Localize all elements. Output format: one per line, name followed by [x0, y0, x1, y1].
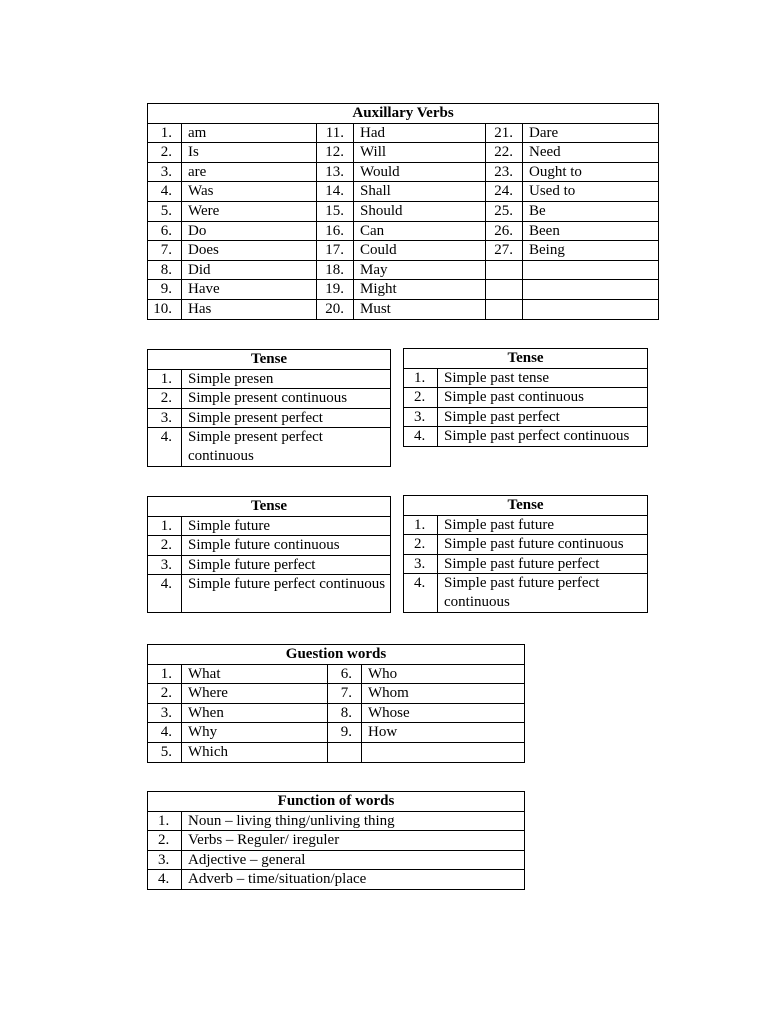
- function-cell: Noun – living thing/unliving thing: [182, 811, 525, 831]
- table-row: [148, 516, 391, 536]
- table-row: [404, 388, 648, 408]
- row-number: 1.: [148, 811, 182, 831]
- table-row: [148, 280, 659, 300]
- row-number: 14.: [317, 182, 354, 202]
- table-row: [148, 201, 659, 221]
- question-word-cell: Which: [182, 742, 328, 762]
- table-row: [148, 428, 391, 467]
- table-row: [404, 535, 648, 555]
- verb-cell: Been: [523, 221, 659, 241]
- verb-cell: Can: [354, 221, 486, 241]
- verb-cell: [523, 280, 659, 300]
- row-number: 2.: [148, 684, 182, 704]
- row-number: 2.: [404, 388, 438, 408]
- row-number: [328, 742, 362, 762]
- row-number: [486, 280, 523, 300]
- tense-cell: Simple past continuous: [438, 388, 648, 408]
- verb-cell: Being: [523, 241, 659, 261]
- question-word-cell: Where: [182, 684, 328, 704]
- table-row: [148, 555, 391, 575]
- table-row: [148, 389, 391, 409]
- verb-cell: Shall: [354, 182, 486, 202]
- row-number: 7.: [148, 241, 182, 261]
- row-number: 16.: [317, 221, 354, 241]
- verb-cell: Might: [354, 280, 486, 300]
- row-number: 2.: [404, 535, 438, 555]
- row-number: 9.: [148, 280, 182, 300]
- tense-cell: Simple past future perfect continuous: [438, 574, 648, 613]
- tense-cell: Simple present perfect continuous: [182, 428, 391, 467]
- question-word-cell: Whom: [362, 684, 525, 704]
- table-row: [148, 369, 391, 389]
- past-tense-table: [403, 348, 648, 447]
- row-number: 19.: [317, 280, 354, 300]
- row-number: 9.: [328, 723, 362, 743]
- row-number: 17.: [317, 241, 354, 261]
- verb-cell: Be: [523, 201, 659, 221]
- function-cell: Adverb – time/situation/place: [182, 870, 525, 890]
- verb-cell: Must: [354, 299, 486, 319]
- row-number: 3.: [404, 554, 438, 574]
- table-row: [148, 742, 525, 762]
- tense-cell: Simple past perfect continuous: [438, 427, 648, 447]
- row-number: 2.: [148, 389, 182, 409]
- tense-cell: Simple future continuous: [182, 536, 391, 556]
- row-number: 1.: [148, 664, 182, 684]
- tense-cell: Simple past future continuous: [438, 535, 648, 555]
- table-row: [148, 299, 659, 319]
- function-of-words-table: [147, 791, 525, 890]
- row-number: 12.: [317, 143, 354, 163]
- table-title: Function of words: [148, 792, 525, 812]
- row-number: 2.: [148, 536, 182, 556]
- row-number: 6.: [148, 221, 182, 241]
- table-row: [404, 368, 648, 388]
- row-number: 20.: [317, 299, 354, 319]
- question-word-cell: [362, 742, 525, 762]
- row-number: 8.: [328, 703, 362, 723]
- present-tense-table: [147, 349, 391, 467]
- table-row: [148, 162, 659, 182]
- question-word-cell: When: [182, 703, 328, 723]
- row-number: 21.: [486, 123, 523, 143]
- verb-cell: Does: [182, 241, 317, 261]
- row-number: 7.: [328, 684, 362, 704]
- verb-cell: [523, 299, 659, 319]
- row-number: 3.: [148, 850, 182, 870]
- verb-cell: Is: [182, 143, 317, 163]
- table-row: [148, 575, 391, 613]
- table-title: Tense: [404, 496, 648, 516]
- tense-cell: Simple present continuous: [182, 389, 391, 409]
- table-title: Tense: [404, 349, 648, 369]
- function-cell: Adjective – general: [182, 850, 525, 870]
- table-row: [148, 831, 525, 851]
- table-row: [404, 554, 648, 574]
- verb-cell: Dare: [523, 123, 659, 143]
- verb-cell: Have: [182, 280, 317, 300]
- verb-cell: Was: [182, 182, 317, 202]
- row-number: 8.: [148, 260, 182, 280]
- row-number: 18.: [317, 260, 354, 280]
- table-row: [148, 811, 525, 831]
- question-word-cell: What: [182, 664, 328, 684]
- verb-cell: Need: [523, 143, 659, 163]
- row-number: 4.: [148, 428, 182, 467]
- question-word-cell: Who: [362, 664, 525, 684]
- tense-cell: Simple future perfect continuous: [182, 575, 391, 613]
- verb-cell: Had: [354, 123, 486, 143]
- verb-cell: Did: [182, 260, 317, 280]
- tense-cell: Simple presen: [182, 369, 391, 389]
- table-row: [148, 123, 659, 143]
- row-number: 1.: [404, 515, 438, 535]
- table-row: [148, 664, 525, 684]
- tense-cell: Simple present perfect: [182, 408, 391, 428]
- table-row: [404, 515, 648, 535]
- table-row: [148, 143, 659, 163]
- table-row: [148, 260, 659, 280]
- row-number: 1.: [404, 368, 438, 388]
- row-number: 3.: [148, 555, 182, 575]
- table-row: [148, 408, 391, 428]
- row-number: 13.: [317, 162, 354, 182]
- table-row: [148, 723, 525, 743]
- row-number: 4.: [148, 723, 182, 743]
- question-words-table: [147, 644, 525, 763]
- row-number: 2.: [148, 831, 182, 851]
- tense-cell: Simple past future: [438, 515, 648, 535]
- row-number: 5.: [148, 742, 182, 762]
- verb-cell: are: [182, 162, 317, 182]
- row-number: 4.: [404, 574, 438, 613]
- row-number: 15.: [317, 201, 354, 221]
- row-number: 3.: [404, 407, 438, 427]
- row-number: [486, 260, 523, 280]
- table-row: [148, 182, 659, 202]
- row-number: 4.: [404, 427, 438, 447]
- verb-cell: Has: [182, 299, 317, 319]
- future-tense-table: [147, 496, 391, 613]
- tense-cell: Simple past perfect: [438, 407, 648, 427]
- question-word-cell: Whose: [362, 703, 525, 723]
- row-number: 5.: [148, 201, 182, 221]
- row-number: 10.: [148, 299, 182, 319]
- verb-cell: [523, 260, 659, 280]
- table-title: Guestion words: [148, 645, 525, 665]
- row-number: 2.: [148, 143, 182, 163]
- tense-cell: Simple past tense: [438, 368, 648, 388]
- row-number: 11.: [317, 123, 354, 143]
- row-number: [486, 299, 523, 319]
- verb-cell: Would: [354, 162, 486, 182]
- question-word-cell: Why: [182, 723, 328, 743]
- table-row: [404, 574, 648, 613]
- row-number: 24.: [486, 182, 523, 202]
- row-number: 3.: [148, 408, 182, 428]
- verb-cell: Will: [354, 143, 486, 163]
- row-number: 6.: [328, 664, 362, 684]
- row-number: 4.: [148, 182, 182, 202]
- verb-cell: May: [354, 260, 486, 280]
- table-row: [148, 703, 525, 723]
- question-word-cell: How: [362, 723, 525, 743]
- table-row: [148, 684, 525, 704]
- verb-cell: Could: [354, 241, 486, 261]
- table-row: [148, 241, 659, 261]
- row-number: 1.: [148, 123, 182, 143]
- tense-cell: Simple past future perfect: [438, 554, 648, 574]
- tense-cell: Simple future: [182, 516, 391, 536]
- row-number: 25.: [486, 201, 523, 221]
- table-row: [148, 850, 525, 870]
- tense-cell: Simple future perfect: [182, 555, 391, 575]
- row-number: 4.: [148, 870, 182, 890]
- function-cell: Verbs – Reguler/ ireguler: [182, 831, 525, 851]
- past-future-tense-table: [403, 495, 648, 613]
- row-number: 4.: [148, 575, 182, 613]
- table-row: [404, 427, 648, 447]
- table-title: Tense: [148, 350, 391, 370]
- row-number: 3.: [148, 162, 182, 182]
- verb-cell: Do: [182, 221, 317, 241]
- row-number: 3.: [148, 703, 182, 723]
- verb-cell: Ought to: [523, 162, 659, 182]
- table-row: [148, 536, 391, 556]
- table-row: [148, 870, 525, 890]
- verb-cell: Should: [354, 201, 486, 221]
- row-number: 27.: [486, 241, 523, 261]
- table-row: [404, 407, 648, 427]
- auxiliary-verbs-table: [147, 103, 659, 320]
- verb-cell: Were: [182, 201, 317, 221]
- row-number: 22.: [486, 143, 523, 163]
- table-title: Tense: [148, 497, 391, 517]
- verb-cell: am: [182, 123, 317, 143]
- table-row: [148, 221, 659, 241]
- row-number: 26.: [486, 221, 523, 241]
- row-number: 1.: [148, 369, 182, 389]
- row-number: 23.: [486, 162, 523, 182]
- verb-cell: Used to: [523, 182, 659, 202]
- row-number: 1.: [148, 516, 182, 536]
- auxiliary-verbs-title: Auxillary Verbs: [148, 104, 659, 124]
